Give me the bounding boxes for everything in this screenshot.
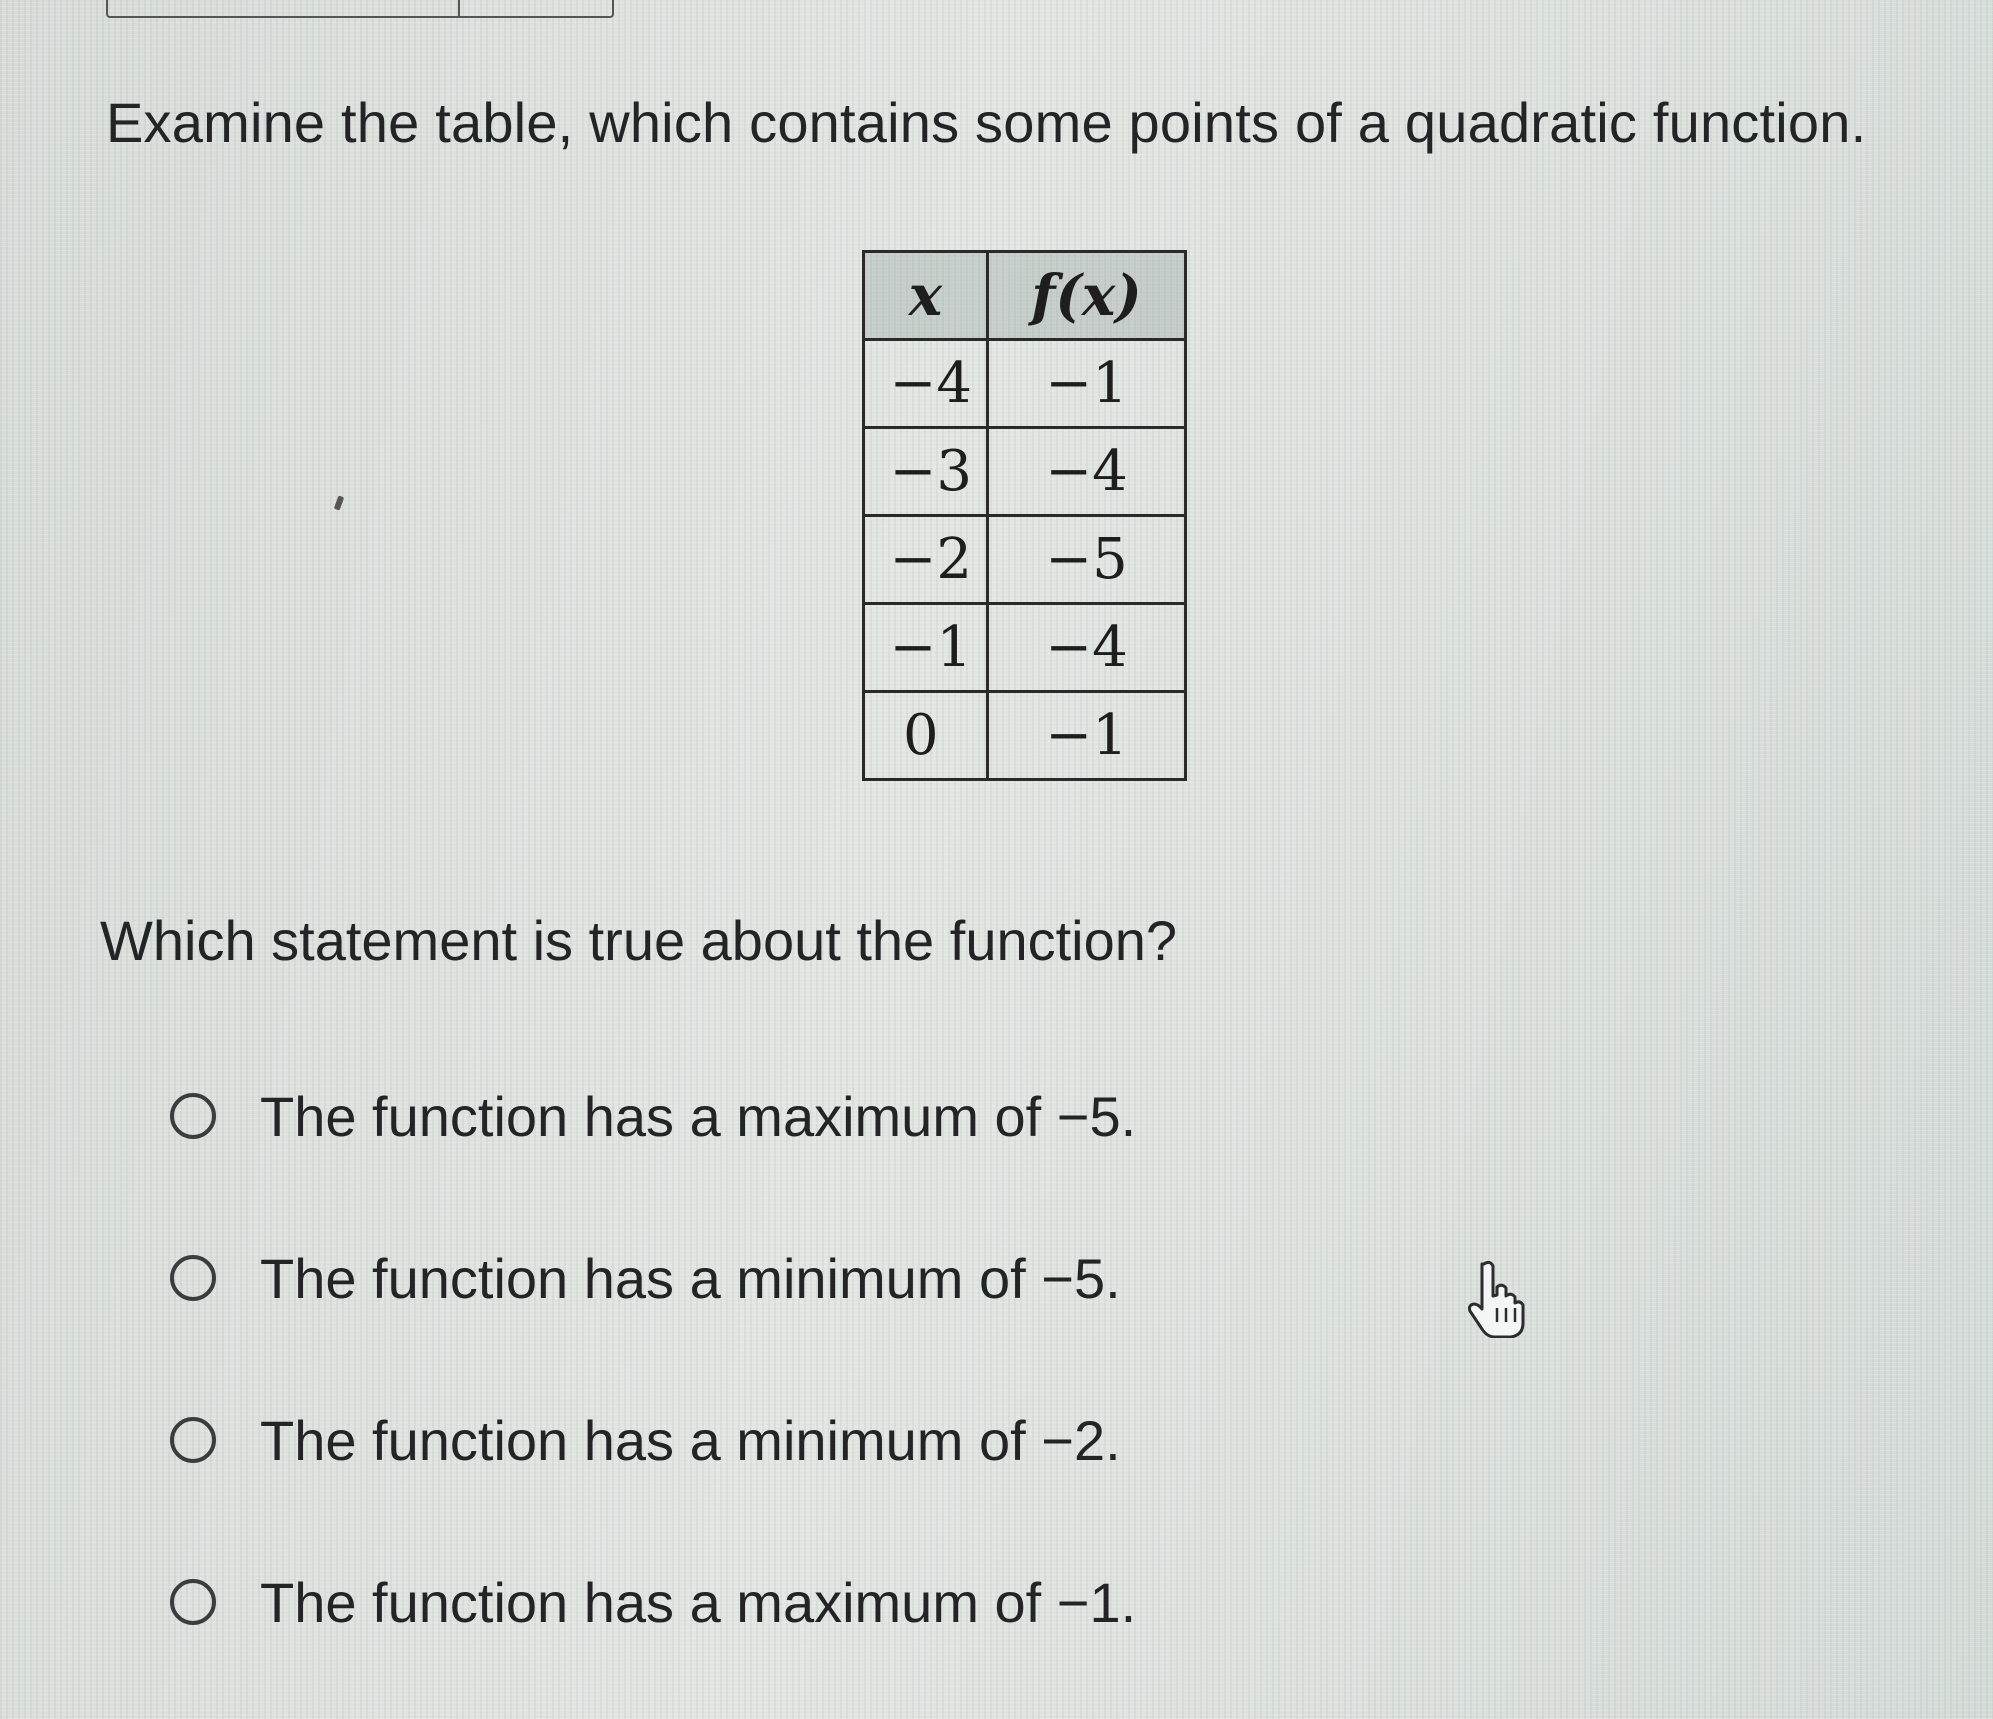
radio-empty-icon[interactable]: [170, 1417, 216, 1463]
answer-option-label: The function has a maximum of −5.: [260, 1084, 1137, 1148]
table-cell-fx: −4: [988, 428, 1186, 516]
radio-empty-icon[interactable]: [170, 1093, 216, 1139]
points-table: [862, 250, 1187, 781]
answer-option-label: The function has a minimum of −2.: [260, 1408, 1121, 1472]
stray-mark: [334, 495, 344, 510]
table-cell-x: −1: [864, 604, 988, 692]
answer-option-label: The function has a minimum of −5.: [260, 1246, 1121, 1310]
tab-divider: [458, 0, 460, 16]
answer-option-3[interactable]: [170, 1384, 1136, 1496]
table-cell-x: −3: [864, 428, 988, 516]
top-tab-bar[interactable]: [106, 0, 614, 18]
table-cell-fx: −1: [988, 692, 1186, 780]
table-row: [864, 516, 1186, 604]
answer-option-2[interactable]: [170, 1222, 1136, 1334]
table-cell-fx: −1: [988, 340, 1186, 428]
table-row: [864, 692, 1186, 780]
table-header-fx: f(x): [988, 252, 1186, 340]
table-header-row: [864, 252, 1186, 340]
table-row: [864, 428, 1186, 516]
question-prompt: Examine the table, which contains some points of a quadratic function.: [106, 91, 1867, 154]
table-cell-fx: −4: [988, 604, 1186, 692]
answer-options: [170, 1060, 1136, 1708]
answer-option-label: The function has a maximum of −1.: [260, 1570, 1137, 1634]
table-header-x: x: [864, 252, 988, 340]
table-cell-x: 0: [864, 692, 988, 780]
table-row: [864, 604, 1186, 692]
table-cell-x: −2: [864, 516, 988, 604]
radio-empty-icon[interactable]: [170, 1579, 216, 1625]
table-row: [864, 340, 1186, 428]
pointer-hand-icon: [1462, 1258, 1532, 1338]
answer-option-4[interactable]: [170, 1546, 1136, 1658]
table-cell-x: −4: [864, 340, 988, 428]
answer-option-1[interactable]: [170, 1060, 1136, 1172]
table-cell-fx: −5: [988, 516, 1186, 604]
radio-empty-icon[interactable]: [170, 1255, 216, 1301]
question-text: Which statement is true about the function?: [100, 909, 1178, 972]
